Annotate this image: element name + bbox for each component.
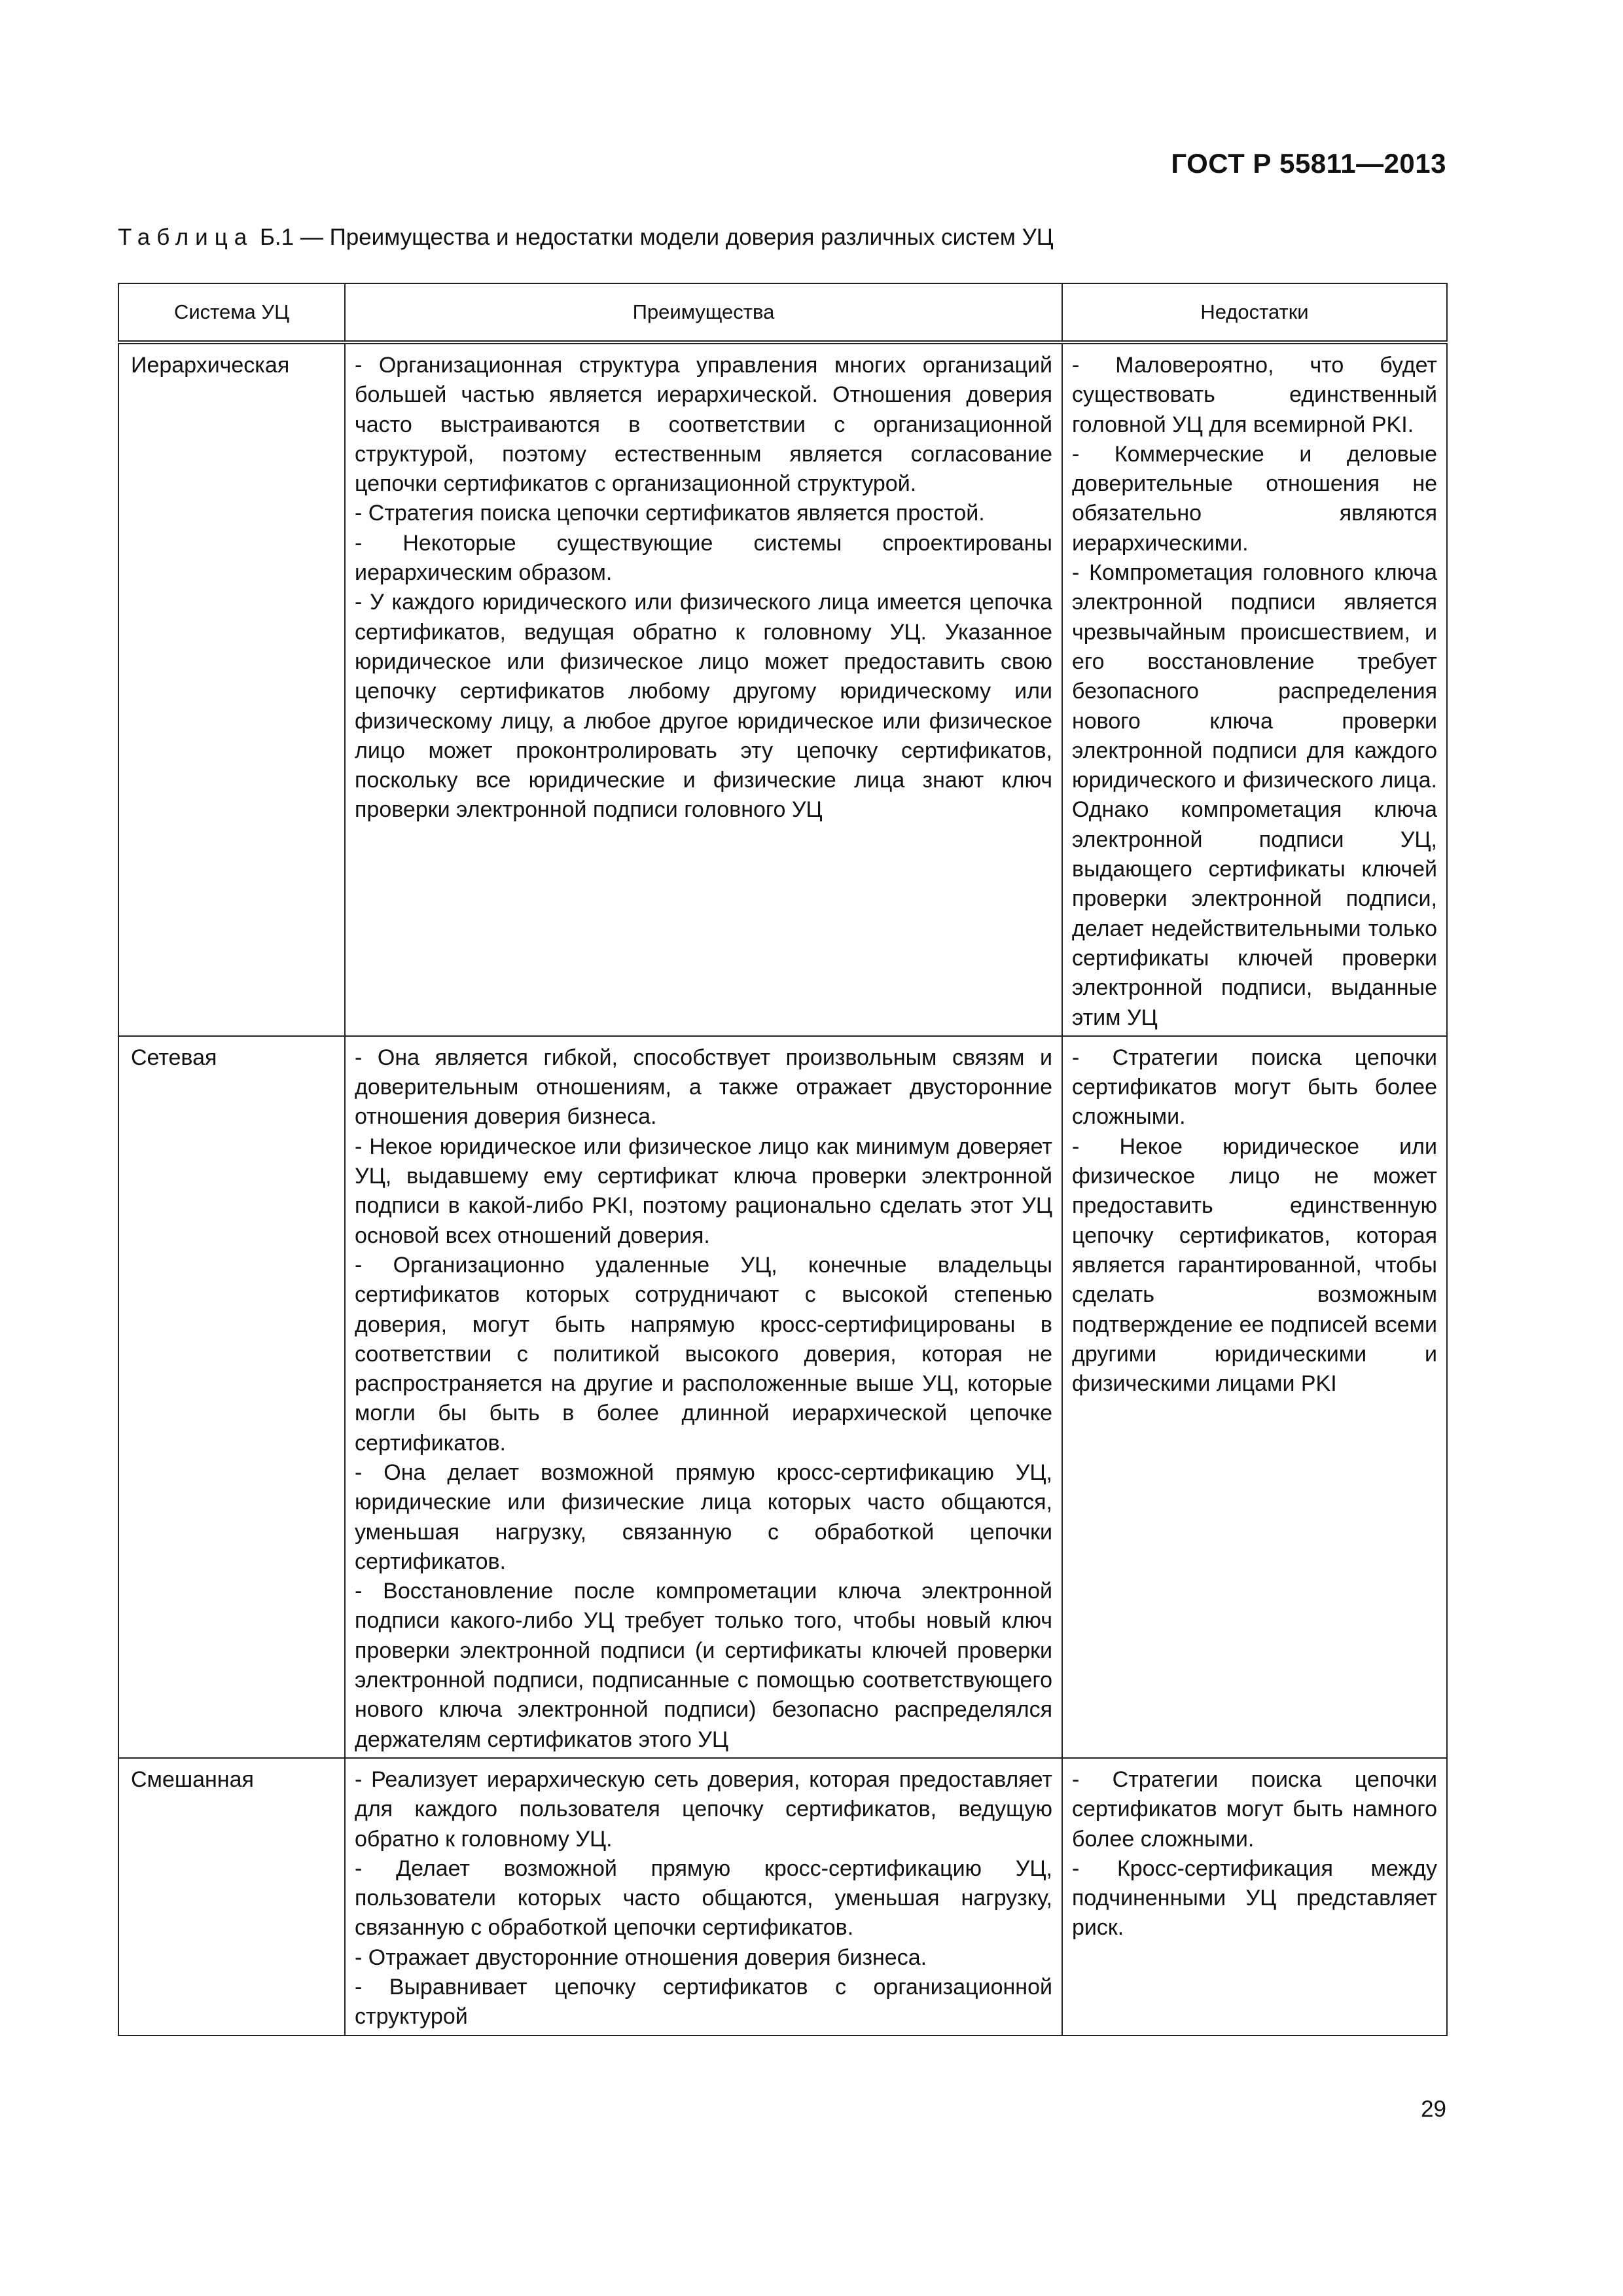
advantage-item: - Некое юридическое или физическое лицо как минимум доверяет УЦ, выдавшему ему сертификат ключа проверки электронной подписи в какой-либо PKI, поэтому рационально сделать этот УЦ основой всех отношений доверия. [355,1134,1052,1248]
disadvantage-item: - Коммерческие и деловые доверительные отношения не обязательно являются иерархическими. [1072,441,1437,556]
cell-disadvantages [1062,342,1447,1036]
cell-advantages [345,342,1062,1036]
advantage-item: - Стратегия поиска цепочки сертификатов является простой. [355,501,985,526]
advantage-item: - Реализует иерархическую сеть доверия, которая предоставляет для каждого пользователя цепочку сертификатов, ведущую обратно к головному УЦ. [355,1767,1052,1852]
disadvantage-item: - Некое юридическое или физическое лицо не может предоставить единственную цепочку сертификатов, которая является гарантированной, чтобы сделать возможным подтверждение ее подписей всеми другими юридическими и физическими лицами PKI [1072,1134,1437,1397]
cell-advantages [345,1758,1062,2036]
advantage-item: - Организационно удаленные УЦ, конечные владельцы сертификатов которых сотрудничают с высокой степенью доверия, могут быть напрямую кросс-сертифицированы в соответствии с политикой высокого доверия, которая не распространяется на другие и расположенные выше УЦ, которые могли бы быть в более длинной иерархической цепочке сертификатов. [355,1252,1052,1456]
advantage-item: - Она делает возможной прямую кросс-сертификацию УЦ, юридические или физические лица которых часто общаются, уменьшая нагрузку, связанную с обработкой цепочки сертификатов. [355,1460,1052,1574]
advantage-item: - Она является гибкой, способствует произвольным связям и доверительным отношениям, а также отражает двусторонние отношения доверия бизнеса. [355,1045,1052,1130]
cell-advantages [345,1036,1062,1758]
advantage-item: - У каждого юридического или физического лица имеется цепочка сертификатов, ведущая обратно к головному УЦ. Указанное юридическое или физическое лицо может предоставить свою цепочку сертификатов любому другому юридическому или физическому лицу, а любое другое юридическое или физическое лицо может проконтролировать эту цепочку сертификатов, поскольку все юридические и физические лица знают ключ проверки электронной подписи головного УЦ [355,590,1052,823]
standard-code: ГОСТ Р 55811—2013 [1171,148,1446,179]
disadvantage-item: - Стратегии поиска цепочки сертификатов могут быть намного более сложными. [1072,1767,1437,1852]
disadvantage-item: - Стратегии поиска цепочки сертификатов могут быть более сложными. [1072,1045,1437,1130]
advantage-item: - Отражает двусторонние отношения доверия бизнеса. [355,1945,927,1970]
table-caption-label: Таблица [118,224,254,250]
table-header-row [118,283,1447,342]
table-caption [118,224,1054,251]
table-row [118,1758,1447,2036]
page-number: 29 [1421,2096,1446,2122]
cell-system: Иерархическая [118,342,345,1036]
column-header-system: Система УЦ [118,283,345,342]
disadvantage-item: - Маловероятно, что будет существовать единственный головной УЦ для всемирной PKI. [1072,353,1437,437]
table-row [118,342,1447,1036]
advantage-item: - Делает возможной прямую кросс-сертификацию УЦ, пользователи которых часто общаются, уменьшая нагрузку, связанную с обработкой цепочки сертификатов. [355,1856,1052,1941]
disadvantage-item: - Кросс-сертификация между подчиненными УЦ представляет риск. [1072,1856,1437,1941]
advantage-item: - Некоторые существующие системы спроектированы иерархическим образом. [355,530,1052,586]
advantage-item: - Организационная структура управления многих организаций большей частью является иерархической. Отношения доверия часто выстраиваются в соответствии с организационной структурой, поэтому естественным является согласование цепочки сертификатов с организационной структурой. [355,353,1052,497]
trust-model-table [118,283,1448,2036]
table-caption-text: Б.1 — Преимущества и недостатки модели доверия различных систем УЦ [253,224,1054,250]
cell-disadvantages [1062,1758,1447,2036]
table-row [118,1036,1447,1758]
cell-disadvantages [1062,1036,1447,1758]
cell-system: Смешанная [118,1758,345,2036]
column-header-disadvantages: Недостатки [1062,283,1447,342]
column-header-advantages: Преимущества [345,283,1062,342]
advantage-item: - Выравнивает цепочку сертификатов с организационной структурой [355,1975,1052,2030]
advantage-item: - Восстановление после компрометации ключа электронной подписи какого-либо УЦ требует только того, чтобы новый ключ проверки электронной подписи (и сертификаты ключей проверки электронной подписи, подписанные с помощью соответствующего нового ключа электронной подписи) безопасно распределялся держателям сертификатов этого УЦ [355,1579,1052,1752]
cell-system: Сетевая [118,1036,345,1758]
disadvantage-item: - Компрометация головного ключа электронной подписи является чрезвычайным происшествием, и его восстановление требует безопасного распределения нового ключа проверки электронной подписи для каждого юридического и физического лица. Однако компрометация ключа электронной подписи УЦ, выдающего сертификаты ключей проверки электронной подписи, делает недействительными только сертификаты ключей проверки электронной подписи, выданные этим УЦ [1072,560,1437,1030]
